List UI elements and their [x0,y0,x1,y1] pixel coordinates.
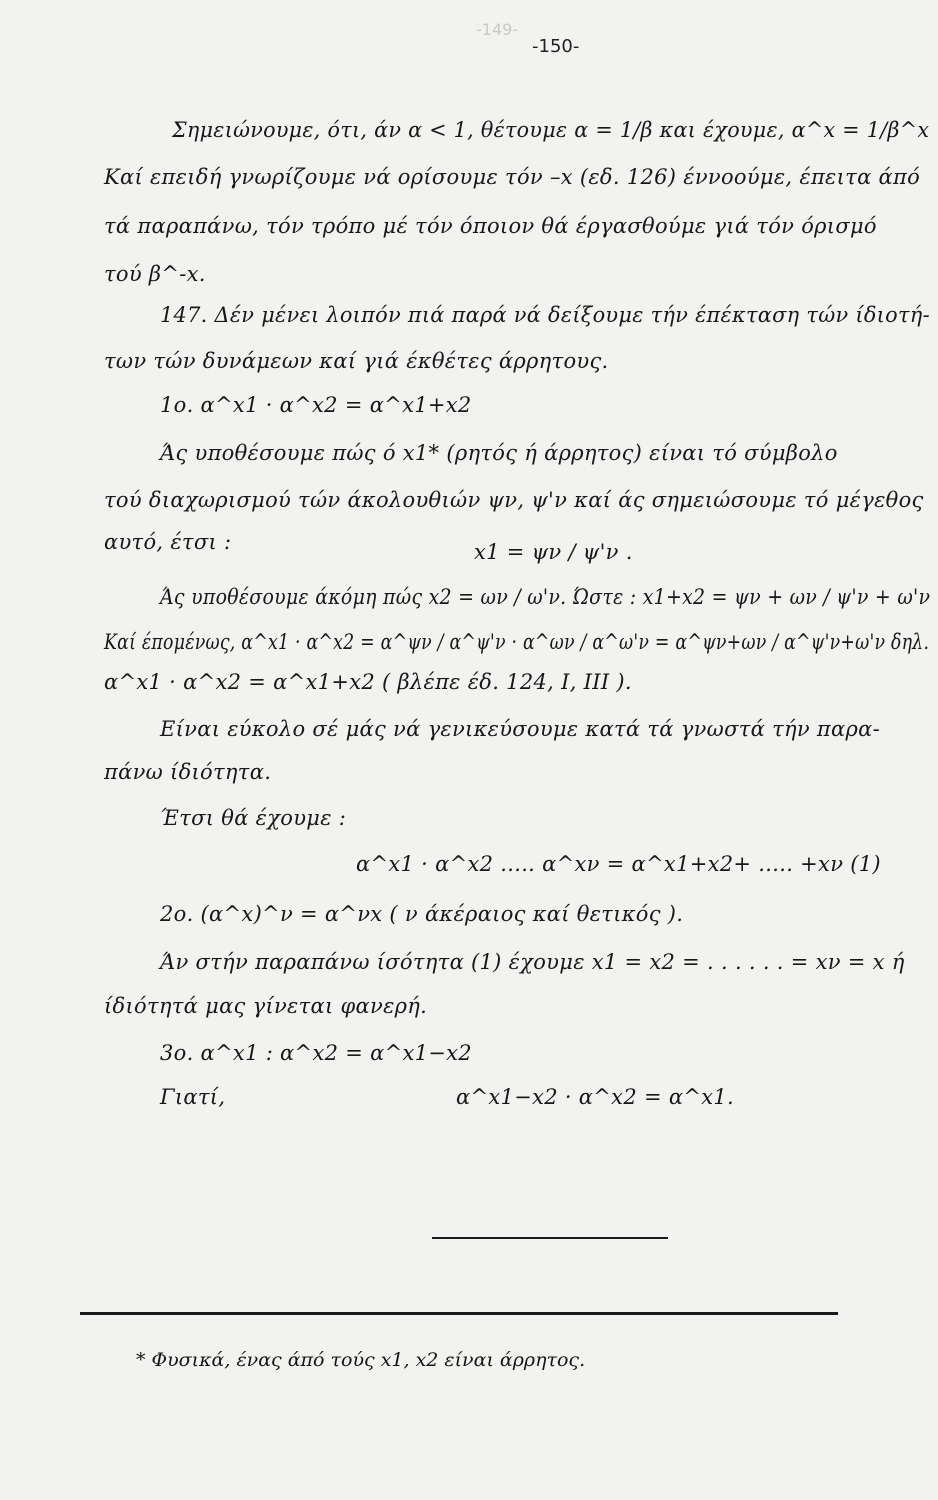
section-147-line-1: 147. Δέν μένει λοιπόν πιά παρά νά δείξουμε τήν έπέκταση τών ίδιοτή- [160,303,930,327]
section-147-line-2: των τών δυνάμεων καί γιά έκθέτες άρρητους. [104,349,609,373]
property-2-heading: 2ο. (α^x)^ν = α^νx ( ν άκέραιος καί θετικός ). [160,902,684,926]
text-line-9: τού διαχωρισμού τών άκολουθιών ψν, ψ'ν καί άς σημειώσουμε τό μέγεθος [104,488,924,512]
property-1-heading: 1ο. α^x1 · α^x2 = α^x1+x2 [160,393,472,417]
text-line-10: αυτό, έτσι : [104,530,232,554]
text-line-8: Άς υποθέσουμε πώς ό x1* (ρητός ή άρρητος) είναι τό σύμβολο [160,441,838,465]
text-line-20: Άν στήν παραπάνω ίσότητα (1) έχουμε x1 = x2 = . . . . . . = xν = x ή [160,950,905,974]
equation-x1: x1 = ψν / ψ'ν . [474,540,633,564]
text-line-23: Γιατί, [160,1085,226,1109]
text-line-2: Καί επειδή γνωρίζουμε νά ορίσουμε τόν –x (εδ. 126) έννοούμε, έπειτα άπό [104,165,921,189]
text-line-15: Είναι εύκολο σέ μάς νά γενικεύσουμε κατά τά γνωστά τήν παρα- [160,717,881,741]
equation-quotient: α^x1−x2 · α^x2 = α^x1. [456,1085,734,1109]
equation-1: α^x1 · α^x2 ..... α^xν = α^x1+x2+ ..... +xν (1) [356,852,881,876]
section-divider [432,1237,668,1239]
footnote: * Φυσικά, ένας άπό τούς x1, x2 είναι άρρητος. [136,1349,586,1371]
property-3-heading: 3ο. α^x1 : α^x2 = α^x1−x2 [160,1041,472,1065]
text-line-16: πάνω ίδιότητα. [104,760,272,784]
text-line-13: Καί έπομένως, α^x1 · α^x2 = α^ψν / α^ψ'ν · α^ων / α^ω'ν = α^ψν+ων / α^ψ'ν+ω'ν δηλ. [104,630,930,654]
text-line-3: τά παραπάνω, τόν τρόπο μέ τόν όποιον θά έργασθούμε γιά τόν όρισμό [104,214,877,238]
text-line-17: Έτσι θά έχουμε : [160,806,347,830]
text-line-4: τού β^-x. [104,262,206,286]
text-line-12: Άς υποθέσουμε άκόμη πώς x2 = ων / ω'ν. Ώστε : x1+x2 = ψν + ων / ψ'ν + ω'ν [160,585,931,609]
text-line-21: ίδιότητά μας γίνεται φανερή. [104,994,428,1018]
text-line-1: Σημειώνουμε, ότι, άν α < 1, θέτουμε α = 1/β και έχουμε, α^x = 1/β^x [172,118,930,142]
equation-product: α^x1 · α^x2 = α^x1+x2 ( βλέπε έδ. 124, I, III ). [104,670,632,694]
page-number: -150- [532,36,580,57]
bleed-through-page-number: -149- [476,20,519,39]
footnote-rule [80,1312,838,1315]
